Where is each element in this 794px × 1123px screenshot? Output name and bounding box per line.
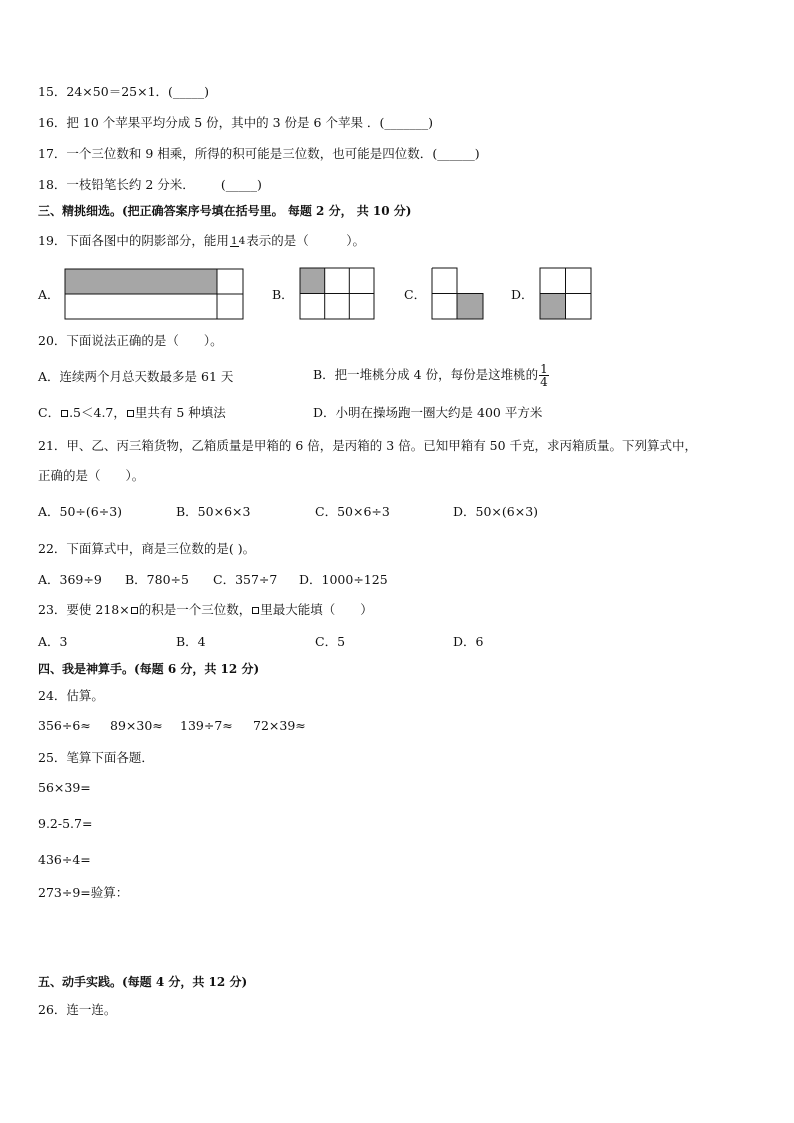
blank-box-icon: [131, 607, 138, 614]
question-text: 17．一个三位数和 9 相乘，所得的积可能是三位数，也可能是四位数．: [38, 146, 433, 161]
estimate-item[interactable]: 72×39≈: [253, 718, 306, 733]
question-text: 18．一枝铅笔长约 2 分米．: [38, 177, 195, 192]
figure-a-rectangle[interactable]: [64, 268, 244, 320]
option-b-label[interactable]: B．: [272, 287, 294, 302]
question-21-line-2: 正确的是（ ）。: [38, 468, 145, 483]
option-d[interactable]: D．小明在操场跑一圈大约是 400 平方米: [313, 405, 543, 420]
option-b[interactable]: B．50×6×3: [176, 504, 251, 519]
question-25: 25．笔算下面各题．: [38, 750, 154, 765]
figure-d-square[interactable]: [539, 267, 592, 320]
blank-box-icon: [61, 410, 68, 417]
calc-item[interactable]: 56×39=: [38, 780, 91, 795]
option-d[interactable]: D．6: [453, 634, 484, 649]
question-text: 的积是一个三位数，: [138, 602, 252, 617]
option-c[interactable]: C．5: [315, 634, 346, 649]
estimate-item[interactable]: 89×30≈: [110, 718, 163, 733]
fraction: $\frac{1}{4}$: [540, 362, 548, 389]
option-a[interactable]: A．50÷(6÷3): [38, 504, 123, 519]
question-23: [38, 602, 373, 618]
question-26: 26．连一连。: [38, 1002, 117, 1017]
option-b[interactable]: B．4: [176, 634, 206, 649]
option-a-label[interactable]: A．: [38, 287, 60, 302]
calc-item[interactable]: 436÷4=: [38, 852, 91, 867]
question-text: 16．把 10 个苹果平均分成 5 份，其中的 3 份是 6 个苹果 ．: [38, 115, 380, 130]
option-c[interactable]: [38, 405, 226, 421]
question-21-line-1: 21．甲、乙、丙三箱货物，乙箱质量是甲箱的 6 倍，是丙箱的 3 倍。已知甲箱有 50 千克，求丙箱质量。下列算式中，: [38, 438, 698, 453]
question-text: 19．下面各图中的阴影部分，能用: [38, 233, 229, 248]
option-d-label[interactable]: D．: [511, 287, 534, 302]
question-text: 表示的是（ ）。: [246, 233, 366, 248]
question-18: [38, 177, 262, 193]
option-b[interactable]: B．780÷5: [125, 572, 189, 587]
answer-blank[interactable]: (_______): [379, 115, 433, 130]
figure-b-grid[interactable]: [299, 267, 375, 320]
option-text: C．: [38, 405, 61, 420]
question-20: 20．下面说法正确的是（ ）。: [38, 333, 223, 348]
calc-item[interactable]: 9.2-5.7=: [38, 816, 93, 831]
answer-blank[interactable]: (_____): [220, 177, 262, 192]
answer-blank[interactable]: (______): [432, 146, 480, 161]
option-d[interactable]: D．50×(6×3): [453, 504, 539, 519]
fraction: 14: [230, 235, 246, 247]
option-text: B．把一堆桃分成 4 份，每份是这堆桃的: [313, 367, 539, 382]
section-5-heading: 五、动手实践。(每题 4 分，共 12 分): [38, 975, 248, 989]
question-16: [38, 115, 433, 131]
question-text: 里最大能填（ ）: [260, 602, 373, 617]
option-a[interactable]: A．369÷9: [38, 572, 102, 587]
figure-c-l-shape[interactable]: [431, 267, 484, 320]
option-c[interactable]: C．50×6÷3: [315, 504, 390, 519]
option-text: 里共有 5 种填法: [134, 405, 226, 420]
option-text: .5＜4.7，: [69, 405, 126, 420]
option-b[interactable]: [313, 363, 550, 388]
calc-item[interactable]: 273÷9=验算：: [38, 885, 129, 900]
section-4-heading: 四、我是神算手。(每题 6 分，共 12 分): [38, 662, 260, 676]
blank-box-icon: [252, 607, 259, 614]
question-24: 24．估算。: [38, 688, 104, 703]
option-c-label[interactable]: C．: [404, 287, 427, 302]
question-15: [38, 84, 209, 100]
option-a[interactable]: A．3: [38, 634, 68, 649]
estimate-item[interactable]: 356÷6≈: [38, 718, 91, 733]
option-d[interactable]: D．1000÷125: [299, 572, 388, 587]
estimate-item[interactable]: 139÷7≈: [180, 718, 233, 733]
question-17: [38, 146, 480, 162]
answer-blank[interactable]: (_____): [168, 84, 210, 99]
option-a[interactable]: A．连续两个月总天数最多是 61 天: [38, 369, 234, 384]
option-c[interactable]: C．357÷7: [213, 572, 278, 587]
section-3-heading: 三、精挑细选。(把正确答案序号填在括号里。 每题 2 分， 共 10 分): [38, 204, 412, 218]
question-19: [38, 233, 365, 249]
blank-box-icon: [127, 410, 134, 417]
question-22: 22．下面算式中，商是三位数的是( )。: [38, 541, 256, 556]
question-text: 15．24×50＝25×1．: [38, 84, 169, 99]
question-text: 23．要使 218×: [38, 602, 130, 617]
